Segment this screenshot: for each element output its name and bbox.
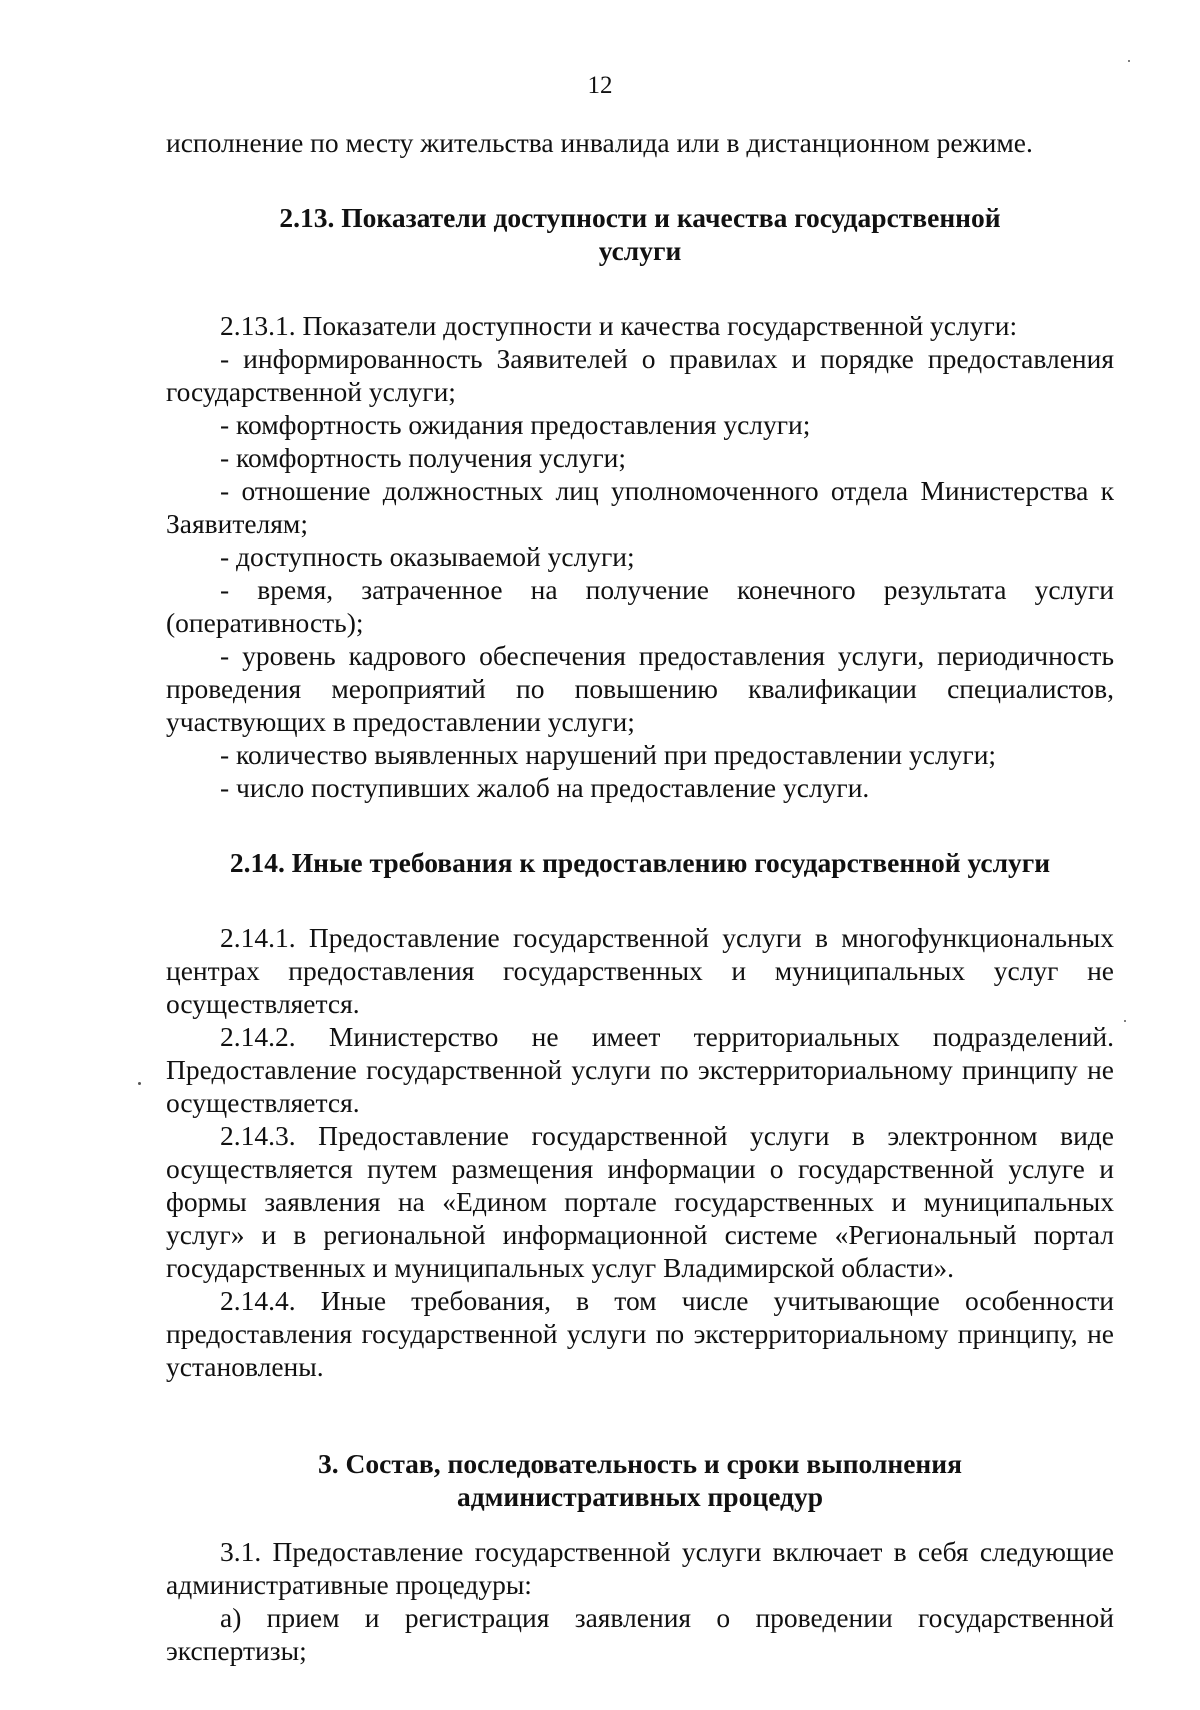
list-item: - отношение должностных лиц уполномоченного отдела Министерства к Заявителям; [166, 475, 1114, 539]
list-item: - комфортность получения услуги; [220, 442, 627, 473]
scan-speck [138, 1082, 141, 1085]
paragraph-2-14-2: 2.14.2. Министерство не имеет территориальных подразделений. Предоставление государственной услуги по экстерриториальному принципу не осуществляется. [166, 1021, 1114, 1118]
list-item: - информированность Заявителей о правилах и порядке предоставления государственной услуги; [166, 343, 1114, 407]
section-heading-3 [166, 1447, 1114, 1513]
document-body [166, 126, 1114, 1667]
section-heading-2-13 [166, 201, 1114, 267]
spacer [166, 879, 1114, 921]
spacer [166, 804, 1114, 846]
spacer [166, 1425, 1114, 1447]
list-item: - доступность оказываемой услуги; [220, 541, 635, 572]
list-item: - комфортность ожидания предоставления услуги; [220, 409, 811, 440]
list-item: - число поступивших жалоб на предоставление услуги. [220, 772, 870, 803]
list-item: а) прием и регистрация заявления о проведении государственной экспертизы; [166, 1602, 1114, 1666]
scan-speck [1124, 1020, 1126, 1022]
scan-speck [1128, 60, 1130, 62]
paragraph-2-14-3: 2.14.3. Предоставление государственной услуги в электронном виде осуществляется путем размещения информации о государственной услуге и формы заявления на «Едином портале государственных и муниципальных услуг» и в региональной информационной системе «Региональный портал государственных и муниципальных услуг Владимирской области». [166, 1120, 1114, 1283]
spacer [166, 1383, 1114, 1425]
spacer [166, 267, 1114, 309]
spacer [166, 1513, 1114, 1535]
section-heading-2-14 [166, 846, 1114, 879]
list-item: - время, затраченное на получение конечного результата услуги (оперативность); [166, 574, 1114, 638]
paragraph-2-14-1: 2.14.1. Предоставление государственной услуги в многофункциональных центрах предоставления государственных и муниципальных услуг не осуществляется. [166, 922, 1114, 1019]
heading-line: 3. Состав, последовательность и сроки выполнения [318, 1448, 962, 1479]
paragraph-3-1: 3.1. Предоставление государственной услуги включает в себя следующие административные процедуры: [166, 1536, 1114, 1600]
continuation-paragraph: исполнение по месту жительства инвалида или в дистанционном режиме. [166, 127, 1033, 158]
list-item: - уровень кадрового обеспечения предоставления услуги, периодичность проведения мероприятий по повышению квалификации специалистов, участвующих в предоставлении услуги; [166, 640, 1114, 737]
paragraph-2-13-1: 2.13.1. Показатели доступности и качества государственной услуги: [220, 310, 1018, 341]
heading-line: административных процедур [457, 1481, 823, 1512]
list-item: - количество выявленных нарушений при предоставлении услуги; [220, 739, 997, 770]
spacer [166, 159, 1114, 201]
heading-line: 2.14. Иные требования к предоставлению государственной услуги [229, 847, 1051, 878]
paragraph-2-14-4: 2.14.4. Иные требования, в том числе учитывающие особенности предоставления государственной услуги по экстерриториальному принципу, не установлены. [166, 1285, 1114, 1382]
page-number: 12 [587, 72, 613, 99]
heading-line: 2.13. Показатели доступности и качества государственной [279, 202, 1001, 233]
heading-line: услуги [598, 235, 682, 266]
